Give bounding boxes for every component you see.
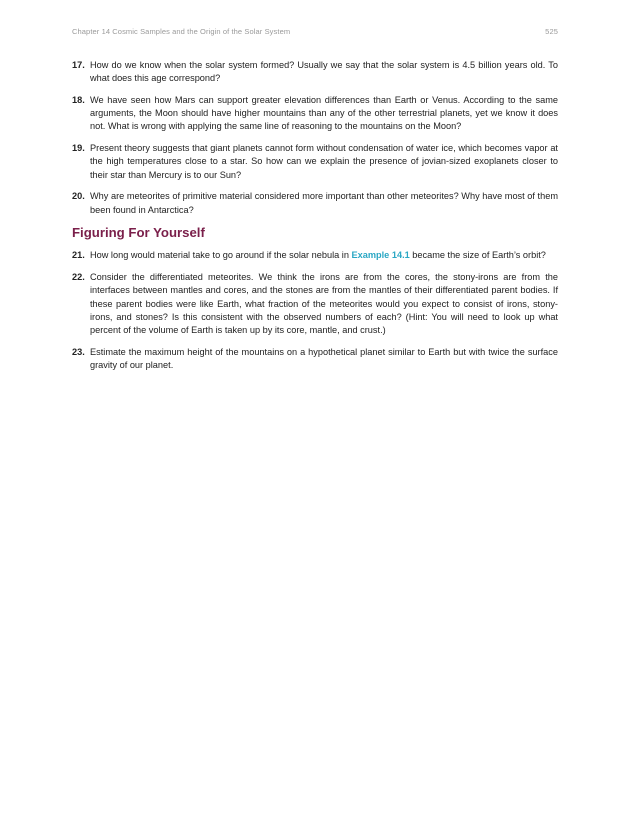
question-text: Consider the differentiated meteorites. We think the irons are from the cores, the stony-irons are from the interfaces between mantles and cores, and the stones are from the mantles of their differentiated parent bodies. If these parent bodies were like Earth, what fraction of the meteorites would you expect to consist of irons, stony-irons, and stones? Is this consistent with the observed numbers of each? (Hint: You will need to look up what percent of the volume of Earth is taken up by its core, mantle, and crust.)	[90, 272, 558, 336]
question-number: 19.	[72, 143, 85, 154]
question-number: 22.	[72, 272, 85, 283]
question-text: Present theory suggests that giant planets cannot form without condensation of water ice, which becomes vapor at the high temperatures close to a star. So how can we explain the presence of jovian-sized exoplanets closer to their star than Mercury is to our Sun?	[90, 143, 558, 180]
question-number: 21.	[72, 250, 85, 261]
question-number: 18.	[72, 95, 85, 105]
page-number: 525	[545, 27, 558, 36]
question-text-before-link: How long would material take to go around if the solar nebula in	[90, 250, 352, 261]
example-link[interactable]: Example 14.1	[351, 250, 410, 261]
question-text: Why are meteorites of primitive material considered more important than other meteorites? Why have most of them been found in Antarctica?	[90, 191, 558, 215]
question-19	[72, 142, 558, 182]
section-heading: Figuring For Yourself	[72, 225, 205, 241]
page-content	[72, 59, 558, 381]
question-20	[72, 190, 558, 216]
running-header	[72, 27, 558, 39]
question-text: How do we know when the solar system formed? Usually we say that the solar system is 4.5 billion years old. To what does this age correspond?	[90, 60, 558, 84]
question-number: 20.	[72, 191, 85, 202]
question-number: 17.	[72, 60, 85, 70]
question-text: We have seen how Mars can support greater elevation differences than Earth or Venus. According to the same arguments, the Moon should have higher mountains than any of the other terrestrial planets, yet we know it does not. What is wrong with applying the same line of reasoning to the mountains on the Moon?	[90, 95, 558, 132]
question-23	[72, 346, 558, 372]
question-21	[72, 249, 558, 262]
question-18	[72, 94, 558, 134]
chapter-title: Chapter 14 Cosmic Samples and the Origin of the Solar System	[72, 27, 291, 36]
question-22	[72, 271, 558, 337]
question-number: 23.	[72, 346, 85, 357]
question-text: Estimate the maximum height of the mountains on a hypothetical planet similar to Earth but with twice the surface gravity of our planet.	[90, 346, 558, 371]
question-17	[72, 59, 558, 85]
question-text-after-link: became the size of Earth’s orbit?	[409, 250, 546, 261]
